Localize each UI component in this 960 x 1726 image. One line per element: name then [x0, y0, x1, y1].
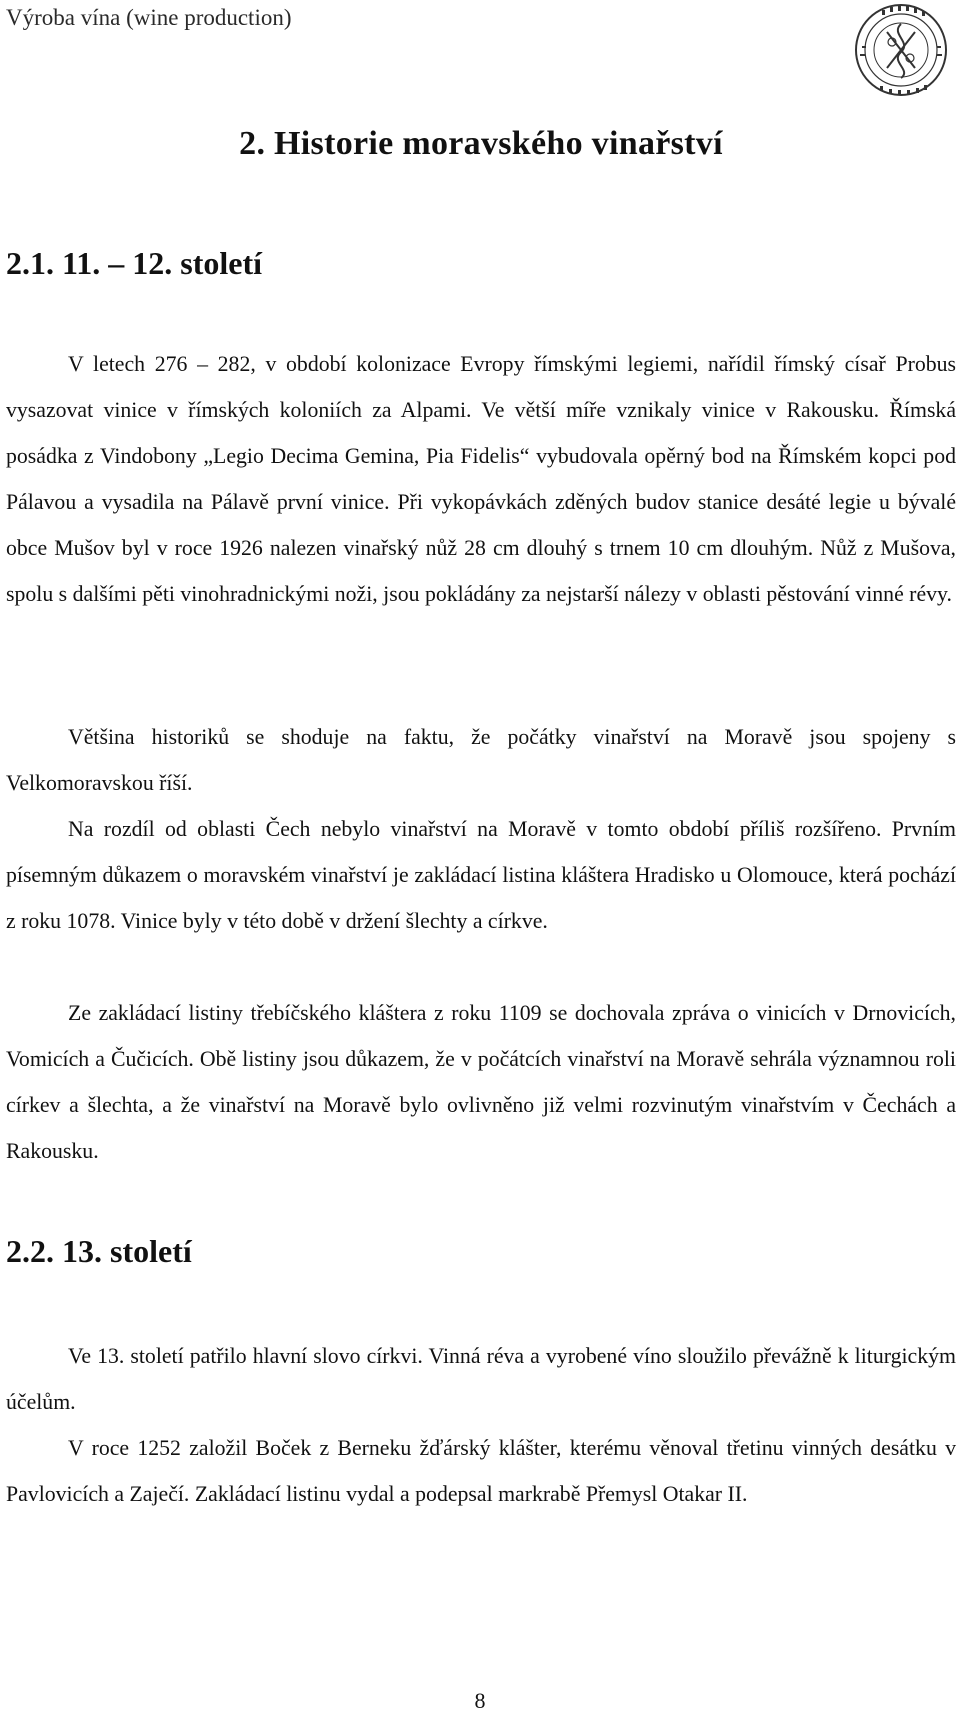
section-title-2-2: 2.2. 13. století	[6, 1233, 192, 1269]
paragraph: V roce 1252 založil Boček z Berneku žďárský klášter, kterému věnoval třetinu vinných desátku v Pavlovicích a Zaječí. Zakládací listinu vydal a podepsal markrabě Přemysl Otakar II.	[6, 1436, 956, 1506]
section-title-2-1: 2.1. 11. – 12. století	[6, 245, 262, 281]
paragraph: Na rozdíl od oblasti Čech nebylo vinařství na Moravě v tomto období příliš rozšířeno. Prvním písemným důkazem o moravském vinařství je zakládací listina kláštera Hradisko u Olomouce, která pochází z roku 1078. Vinice byly v této době v držení šlechty a církve.	[6, 817, 956, 933]
paragraph: Ze zakládací listiny třebíčského kláštera z roku 1109 se dochovala zpráva o vinicích v Drnovicích, Vomicích a Čučicích. Obě listiny jsou důkazem, že v počátcích vinařství na Moravě sehrála významnou roli církev a šlechta, a že vinařství na Moravě bylo ovlivněno již velmi rozvinutým vinařstvím v Čechách a Rakousku.	[6, 1001, 956, 1163]
paragraph: Většina historiků se shoduje na faktu, že počátky vinařství na Moravě jsou spojeny s Velkomoravskou říší.	[6, 725, 956, 795]
university-seal-icon	[842, 0, 960, 104]
header-title: Výroba vína (wine production)	[6, 5, 292, 30]
page-number: 8	[474, 1688, 486, 1713]
paragraph: Ve 13. století patřilo hlavní slovo církvi. Vinná réva a vyrobené víno sloužilo převážně k liturgickým účelům.	[6, 1344, 956, 1414]
paragraph: V letech 276 – 282, v období kolonizace Evropy římskými legiemi, nařídil římský císař Probus vysazovat vinice v římských koloniích za Alpami. Ve větší míře vznikaly vinice v Rakousku. Římská posádka z Vindobony „Legio Decima Gemina, Pia Fidelis“ vybudovala opěrný bod na Římském kopci pod Pálavou a vysadila na Pálavě první vinice. Při vykopávkách zděných budov stanice desáté legie u bývalé obce Mušov byl v roce 1926 nalezen vinařský nůž 28 cm dlouhý s trnem 10 cm dlouhým. Nůž z Mušova, spolu s dalšími pěti vinohradnickými noži, jsou pokládány za nejstarší nálezy v oblasti pěstování vinné révy.	[6, 352, 956, 606]
chapter-title: 2. Historie moravského vinařství	[239, 125, 723, 162]
